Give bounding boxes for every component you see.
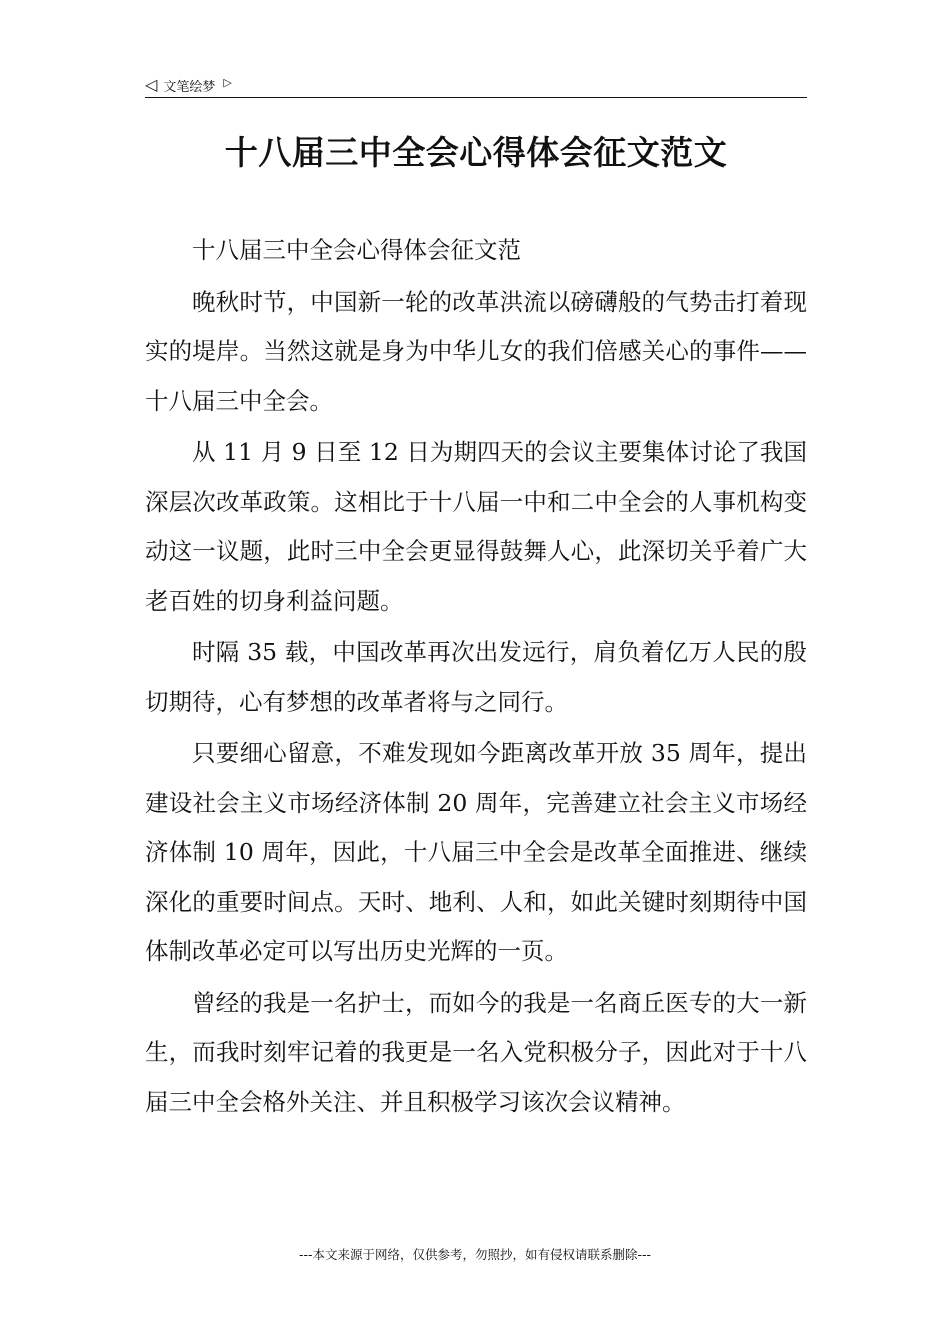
body-paragraph: 晚秋时节，中国新一轮的改革洪流以磅礴般的气势击打着现实的堤岸。当然这就是身为中华儿女的我们倍感关心的事件——十八届三中全会。 bbox=[145, 287, 807, 415]
body-paragraph: 只要细心留意，不难发现如今距离改革开放 35 周年，提出建设社会主义市场经济体制 20 周年，完善建立社会主义市场经济体制 10 周年，因此，十八届三中全会是改革全面推进、继续深化的重要时间点。天时、地利、人和，如此关键时刻期待中国体制改革必定可以写出历史光辉的一页。 bbox=[145, 739, 807, 965]
body-paragraph: 时隔 35 载，中国改革再次出发远行，肩负着亿万人民的殷切期待，心有梦想的改革者将与之同行。 bbox=[145, 638, 807, 716]
document-body bbox=[145, 226, 807, 1127]
page-footer-disclaimer: ---本文来源于网络，仅供参考，勿照抄，如有侵权请联系删除--- bbox=[298, 1247, 652, 1262]
triangle-right-icon: ▷ bbox=[223, 75, 232, 89]
header-brand: 文笔绘梦 bbox=[163, 79, 216, 95]
header-divider bbox=[145, 97, 807, 98]
body-paragraph: 曾经的我是一名护士，而如今的我是一名商丘医专的大一新生，而我时刻牢记着的我更是一名入党积极分子，因此对于十八届三中全会格外关注、并且积极学习该次会议精神。 bbox=[145, 988, 807, 1116]
page-header bbox=[145, 74, 807, 96]
document-title: 十八届三中全会心得体会征文范文 bbox=[224, 133, 728, 172]
body-subtitle: 十八届三中全会心得体会征文范 bbox=[192, 236, 521, 264]
body-paragraph: 从 11 月 9 日至 12 日为期四天的会议主要集体讨论了我国深层次改革政策。这相比于十八届一中和二中全会的人事机构变动这一议题，此时三中全会更显得鼓舞人心，此深切关乎着广大老百姓的切身利益问题。 bbox=[145, 438, 807, 615]
triangle-left-icon: ◁ bbox=[145, 75, 158, 94]
